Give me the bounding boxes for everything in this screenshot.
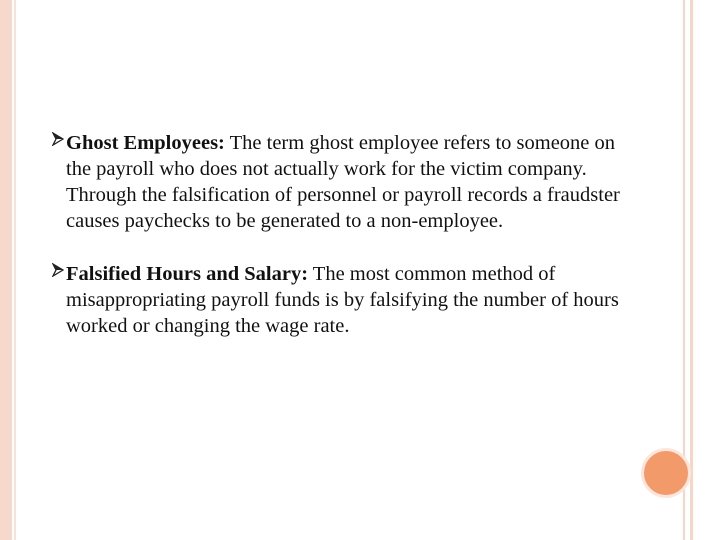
right-border-stripe <box>690 0 693 540</box>
bullet-term: Ghost Employees: <box>66 132 225 154</box>
left-border-stripe <box>0 0 12 540</box>
left-border-line <box>14 0 16 540</box>
list-item <box>52 261 632 339</box>
bullet-term: Falsified Hours and Salary: <box>66 263 309 285</box>
bullet-list <box>52 130 632 339</box>
bullet-text: The term ghost employee refers to someone on the payroll who does not actually work for the victim company. Through the falsification of personnel or payroll records a fraudster causes paychecks to be generated to a non-employee. <box>66 132 620 232</box>
list-item <box>52 130 632 234</box>
bullet-text: The most common method of misappropriating payroll funds is by falsifying the number of hours worked or changing the wage rate. <box>66 263 619 337</box>
arrowhead-bullet-icon <box>52 130 64 146</box>
orange-circle-decoration <box>641 448 691 498</box>
arrowhead-bullet-icon <box>52 261 64 277</box>
